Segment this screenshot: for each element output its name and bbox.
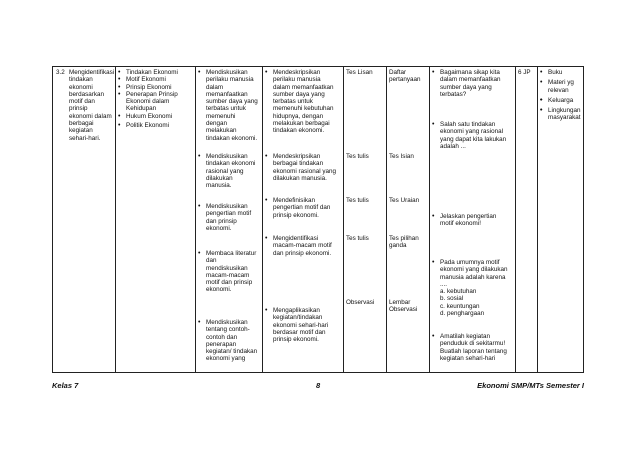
waktu-cell xyxy=(515,67,537,372)
materi-item: • Penerapan Prinsip Ekonomi dalam Kehidupan xyxy=(118,91,193,113)
sumber-item: • Keluarga xyxy=(540,97,583,104)
sumber-item: • Lingkungan masyarakat xyxy=(540,107,583,122)
teknik-item: Tes tulis xyxy=(346,235,369,242)
bentuk-item: Tes Uraian xyxy=(389,197,420,204)
indikator-item: • Mendefinisikan pengertian motif dan prinsip ekonomi. xyxy=(265,197,339,219)
indikator-item: • Mendeskripsikan perilaku manusia dalam memanfaatkan sumber daya yang terbatas untuk memenuhi kebutuhan hidupnya, dengan melakukan berbagai tindakan ekonomi. xyxy=(265,69,339,135)
kd-text: Mengidentifikasi tindakan ekonomi berdasarkan motif dan prinsip ekonomi dalam berbagai kegiatan sehari-hari. xyxy=(69,69,115,142)
option: c. keuntungan xyxy=(440,302,480,310)
kegiatan-item: • Mendiskusikan pengertian motif dan prinsip ekonomi. xyxy=(198,203,258,232)
kd-number: 3.2 xyxy=(56,69,65,76)
option: b. sosial xyxy=(440,295,464,303)
materi-item: • Politik Ekonomi xyxy=(118,122,193,129)
materi-item: • Hukum Ekonomi xyxy=(118,113,193,120)
contoh-cell xyxy=(429,67,515,372)
materi-cell xyxy=(115,67,195,372)
contoh-question: • Amatilah kegiatan penduduk di sekitarmu! Buatlah laporan tentang kegiatan sehari-hari xyxy=(432,333,509,362)
indikator-item: • Mengidentifikasi macam-macam motif dan prinsip ekonomi. xyxy=(265,235,339,257)
footer-class-label: Kelas 7 xyxy=(52,381,79,390)
contoh-question-options xyxy=(432,259,509,317)
kegiatan-item: • Mendiskusikan tentang contoh-contoh dan penerapan kegiatan/ tindakan ekonomi yang xyxy=(198,319,258,363)
syllabus-table xyxy=(52,66,584,373)
kd-cell xyxy=(53,67,115,372)
teknik-item: Tes Lisan xyxy=(346,69,373,76)
footer-page-number: 8 xyxy=(316,381,321,390)
contoh-question: • Bagaimana sikap kita dalam memanfaatkan sumber daya yang terbatas? xyxy=(432,69,509,98)
sumber-cell xyxy=(537,67,585,372)
contoh-question: • Pada umumnya motif ekonomi yang dilakukan manusia adalah karena .... xyxy=(432,259,509,288)
teknik-item: Tes tulis xyxy=(346,197,369,204)
footer-subject-label: Ekonomi SMP/MTs Semester I xyxy=(477,381,584,390)
indikator-cell xyxy=(262,67,343,372)
bentuk-item: Tes pilihan ganda xyxy=(389,235,419,250)
materi-item: • Motif Ekonomi xyxy=(118,76,193,83)
materi-item: • Tindakan Ekonomi xyxy=(118,69,193,76)
sumber-item: • Materi yg relevan xyxy=(540,79,583,94)
kegiatan-item: • Membaca literatur dan mendiskusikan macam-macam motif dan prinsip ekonomi. xyxy=(198,250,258,294)
kegiatan-item: • Mendiskusikan tindakan ekonomi rasional yang dilakukan manusia. xyxy=(198,153,258,189)
teknik-item: Observasi xyxy=(346,299,375,306)
indikator-item: • Mendeskripsikan berbagai tindakan ekonomi rasional yang dilakukan manusia. xyxy=(265,153,339,182)
option: d. penghargaan xyxy=(440,310,485,318)
contoh-question: • Jelaskan pengertian motif ekonomi! xyxy=(432,213,509,228)
teknik-cell xyxy=(343,67,386,372)
kegiatan-cell xyxy=(195,67,262,372)
teknik-item: Tes tulis xyxy=(346,153,369,160)
materi-item: • Prinsip Ekonomi xyxy=(118,84,193,91)
waktu-value: 6 JP xyxy=(518,69,531,76)
bentuk-item: Tes Isian xyxy=(389,153,414,160)
bentuk-cell xyxy=(386,67,429,372)
option: a. kebutuhan xyxy=(440,288,477,296)
contoh-question: • Salah satu tindakan ekonomi yang rasional yang dapat kita lakukan adalah ... xyxy=(432,121,509,150)
kegiatan-item: • Mendiskusikan perilaku manusia dalam memanfaatkan sumber daya yang terbatas untuk memenuhi dengan melakukan tindakan ekonomi. xyxy=(198,69,258,142)
bentuk-item: Lembar Observasi xyxy=(389,299,418,314)
sumber-item: • Buku xyxy=(540,69,583,76)
bentuk-item: Daftar pertanyaan xyxy=(389,69,421,84)
indikator-item: • Mengaplikasikan kegiatan/tindakan ekonomi sehari-hari berdasar motif dan prinsip ekonomi. xyxy=(265,307,339,343)
